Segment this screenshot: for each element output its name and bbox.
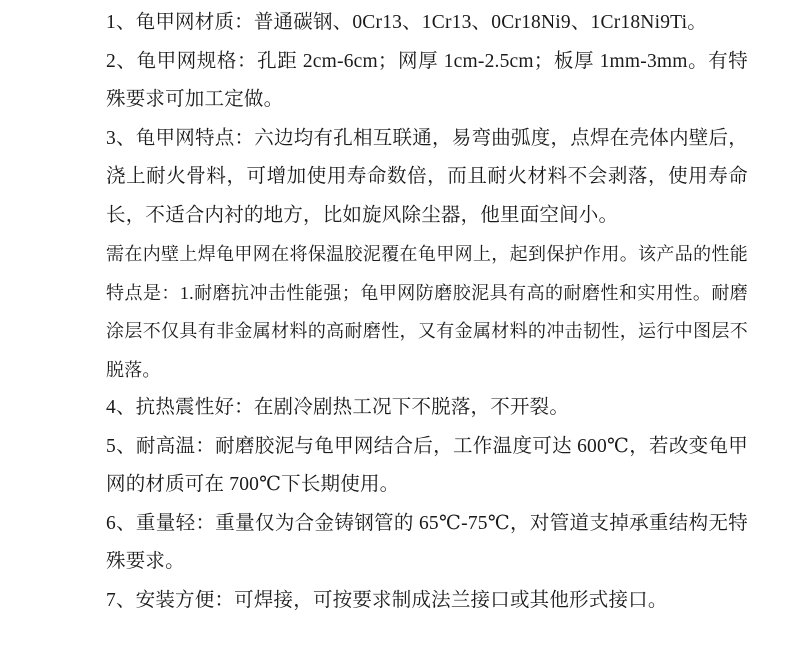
paragraph-item-2: 2、龟甲网规格：孔距 2cm-6cm；网厚 1cm-2.5cm；板厚 1mm-3mm。有特殊要求可加工定做。 — [106, 50, 748, 110]
paragraph-item-6: 6、重量轻：重量仅为合金铸钢管的 65℃-75℃，对管道支掉承重结构无特殊要求。 — [106, 512, 748, 572]
paragraph-item-1: 1、龟甲网材质：普通碳钢、0Cr13、1Cr13、0Cr18Ni9、1Cr18Ni9Ti。 — [106, 12, 707, 33]
paragraph-item-7: 7、安装方便：可焊接，可按要求制成法兰接口或其他形式接口。 — [106, 589, 668, 611]
paragraph-item-4: 4、抗热震性好：在剧冷剧热工况下不脱落，不开裂。 — [106, 397, 570, 418]
paragraph-item-3: 3、龟甲网特点：六边均有孔相互联通，易弯曲弧度，点焊在壳体内壁后，浇上耐火骨料，可增加使用寿命数倍，而且耐火材料不会剥落，使用寿命长，不适合内衬的地方，比如旋风除尘器，他里面空间小。 — [106, 127, 748, 226]
paragraph-item-3-continued: 需在内壁上焊龟甲网在将保温胶泥覆在龟甲网上，起到保护作用。该产品的性能特点是：1.耐磨抗冲击性能强；龟甲网防磨胶泥具有高的耐磨性和实用性。耐磨涂层不仅具有非金属材料的高耐磨性，又有金属材料的冲击韧性，运行中图层不脱落。 — [106, 244, 748, 380]
paragraph-item-5: 5、耐高温：耐磨胶泥与龟甲网结合后，工作温度可达 600℃，若改变龟甲网的材质可在 700℃下长期使用。 — [106, 435, 748, 495]
